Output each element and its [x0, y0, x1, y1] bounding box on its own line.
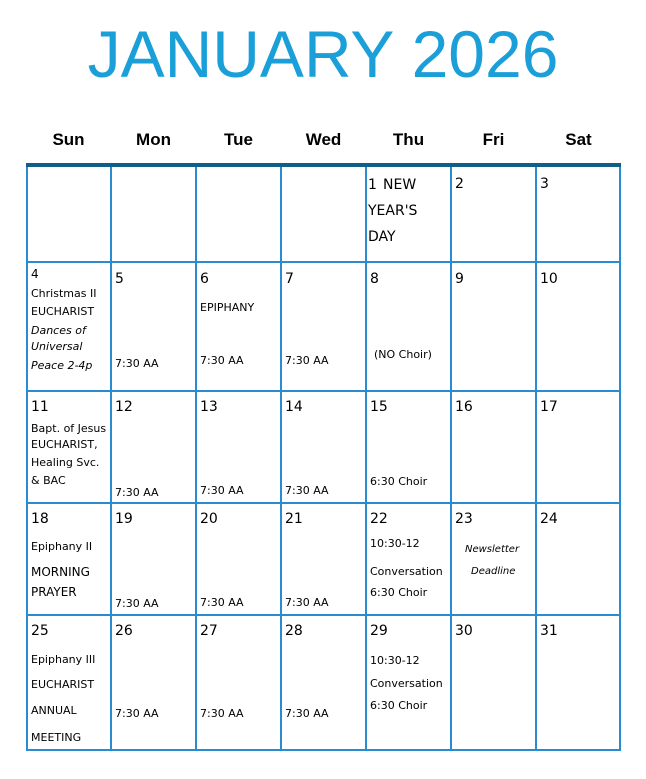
day-cell — [111, 392, 195, 502]
event-text: 7:30 AA — [285, 354, 329, 367]
event-text: EUCHARIST — [31, 678, 95, 691]
day-number: 26 — [115, 623, 133, 639]
event-text: 7:30 AA — [285, 484, 329, 497]
day-cell — [111, 504, 195, 614]
day-number: 18 — [31, 511, 49, 527]
day-cell — [196, 504, 280, 614]
event-text: 10:30-12 — [370, 654, 420, 667]
day-number: 31 — [540, 623, 558, 639]
event-text: Epiphany II — [31, 540, 93, 553]
event-text: NEW — [383, 177, 417, 193]
weekday-mon: Mon — [136, 130, 171, 149]
day-cell — [451, 263, 535, 390]
event-text: Dances of — [31, 324, 86, 337]
event-text: 7:30 AA — [200, 484, 244, 497]
day-number: 2 — [455, 176, 464, 192]
day-number: 25 — [31, 623, 49, 639]
event-text: Peace 2-4p — [31, 359, 93, 372]
day-number: 19 — [115, 511, 133, 527]
grid-line — [26, 749, 621, 751]
event-text: (NO Choir) — [374, 348, 432, 361]
event-text: YEAR'S — [368, 203, 418, 219]
day-cell — [451, 392, 535, 502]
day-number: 8 — [370, 271, 379, 287]
weekday-header — [26, 128, 620, 152]
day-cell — [366, 504, 450, 614]
event-text: EUCHARIST — [31, 305, 95, 318]
day-number: 12 — [115, 399, 133, 415]
event-text: Bapt. of Jesus — [31, 422, 107, 435]
day-number: 15 — [370, 399, 388, 415]
event-text: Conversation — [370, 677, 443, 690]
day-number: 29 — [370, 623, 388, 639]
event-text: 7:30 AA — [115, 597, 159, 610]
day-number: 16 — [455, 399, 473, 415]
event-text: 7:30 AA — [200, 354, 244, 367]
day-number: 4 — [31, 267, 39, 281]
day-cell — [281, 504, 365, 614]
day-number: 9 — [455, 271, 464, 287]
day-cell — [111, 616, 195, 749]
day-cell — [451, 504, 535, 614]
day-cell — [536, 504, 620, 614]
event-text: 6:30 Choir — [370, 586, 428, 599]
day-number: 13 — [200, 399, 218, 415]
weekday-fri: Fri — [482, 130, 505, 149]
event-text: & BAC — [31, 474, 66, 487]
day-cell — [536, 616, 620, 749]
event-text: 7:30 AA — [115, 486, 159, 499]
day-cell — [366, 263, 450, 390]
weekday-tue: Tue — [224, 130, 253, 149]
event-text: EPIPHANY — [200, 301, 255, 314]
day-cell — [366, 616, 450, 749]
day-cell — [111, 263, 195, 390]
day-number: 28 — [285, 623, 303, 639]
day-cell — [196, 616, 280, 749]
day-number: 22 — [370, 511, 388, 527]
event-text: Healing Svc. — [31, 456, 100, 469]
day-cell — [451, 616, 535, 749]
event-text: Christmas II — [31, 287, 97, 300]
event-text: MORNING — [31, 565, 90, 579]
event-text: 10:30-12 — [370, 537, 420, 550]
day-number: 10 — [540, 271, 558, 287]
event-text: Newsletter — [465, 544, 520, 555]
weekday-sun: Sun — [52, 130, 85, 149]
day-number: 3 — [540, 176, 549, 192]
event-text: DAY — [368, 229, 396, 245]
event-text: 7:30 AA — [285, 596, 329, 609]
day-cell — [366, 392, 450, 502]
event-text: 7:30 AA — [200, 596, 244, 609]
event-text: 7:30 AA — [285, 707, 329, 720]
weekday-sat: Sat — [565, 130, 592, 149]
day-number: 6 — [200, 271, 209, 287]
event-text: 7:30 AA — [115, 357, 159, 370]
day-cell — [366, 167, 450, 261]
day-cell — [536, 167, 620, 261]
day-number: 11 — [31, 399, 49, 415]
day-cell — [536, 263, 620, 390]
day-cell — [196, 263, 280, 390]
day-number: 14 — [285, 399, 303, 415]
day-number: 24 — [540, 511, 558, 527]
event-text: Universal — [31, 340, 83, 353]
day-cell — [27, 263, 110, 390]
weekday-thu: Thu — [392, 130, 425, 149]
day-number: 27 — [200, 623, 218, 639]
event-text: PRAYER — [31, 585, 77, 599]
day-number: 21 — [285, 511, 303, 527]
event-text: Conversation — [370, 565, 443, 578]
day-number: 17 — [540, 399, 558, 415]
day-cell — [196, 392, 280, 502]
event-text: 6:30 Choir — [370, 699, 428, 712]
event-text: Epiphany III — [31, 653, 96, 666]
day-cell — [281, 616, 365, 749]
event-text: ANNUAL — [31, 704, 77, 717]
day-number: 5 — [115, 271, 124, 287]
day-cell — [536, 392, 620, 502]
day-number: 1 — [368, 177, 377, 193]
event-text: 7:30 AA — [115, 707, 159, 720]
day-cell — [281, 392, 365, 502]
calendar-title: JANUARY 2026 — [87, 17, 559, 91]
day-cell — [27, 616, 110, 749]
day-number: 30 — [455, 623, 473, 639]
event-text: Deadline — [471, 566, 516, 577]
day-cell — [451, 167, 535, 261]
day-number: 20 — [200, 511, 218, 527]
event-text: 7:30 AA — [200, 707, 244, 720]
day-number: 23 — [455, 511, 473, 527]
day-number: 7 — [285, 271, 294, 287]
day-cell — [281, 263, 365, 390]
event-text: EUCHARIST, — [31, 438, 98, 451]
event-text: 6:30 Choir — [370, 475, 428, 488]
day-cell — [27, 504, 110, 614]
day-cell — [27, 392, 110, 502]
event-text: MEETING — [31, 731, 82, 744]
weekday-wed: Wed — [305, 130, 342, 149]
